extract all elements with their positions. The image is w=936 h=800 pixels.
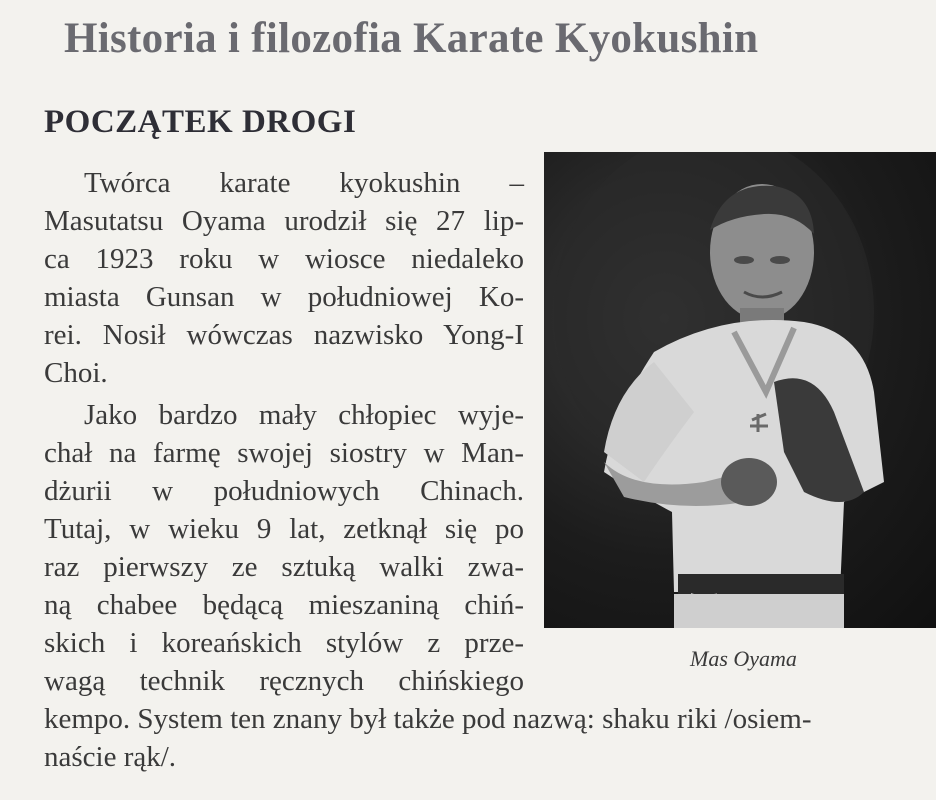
text-line: Choi.: [44, 357, 108, 389]
text-line: rei. Nosił wówczas nazwisko Yong-I: [44, 319, 524, 351]
text-line: Twórca karate kyokushin –: [84, 167, 524, 199]
text-line: Jako bardzo mały chłopiec wyje-: [84, 399, 524, 431]
text-line: naście rąk/.: [44, 741, 177, 773]
text-line: Masutatsu Oyama urodził się 27 lip-: [44, 205, 524, 237]
text-line: kempo. System ten znany był także pod nazwą: shaku riki /osiem-: [44, 703, 812, 735]
photo-caption: Mas Oyama: [690, 646, 797, 671]
karateka-photo-illustration: [544, 152, 936, 628]
page-title: Historia i filozofia Karate Kyokushin: [64, 15, 759, 62]
text-line: dżurii w południowych Chinach.: [44, 475, 524, 507]
text-line: chał na farmę swojej siostry w Man-: [44, 437, 524, 469]
text-line: skich i koreańskich stylów z prze-: [44, 627, 524, 659]
text-line: ną chabee będącą mieszaniną chiń-: [44, 589, 524, 621]
text-line: raz pierwszy ze sztuką walki zwa-: [44, 551, 524, 583]
text-line: wagą technik ręcznych chińskiego: [44, 665, 524, 697]
text-line: Tutaj, w wieku 9 lat, zetknął się po: [44, 513, 524, 545]
text-line: miasta Gunsan w południowej Ko-: [44, 281, 524, 313]
text-line: ca 1923 roku w wiosce niedaleko: [44, 243, 524, 275]
section-heading: POCZĄTEK DROGI: [44, 104, 357, 140]
photo-mas-oyama: [544, 152, 936, 628]
